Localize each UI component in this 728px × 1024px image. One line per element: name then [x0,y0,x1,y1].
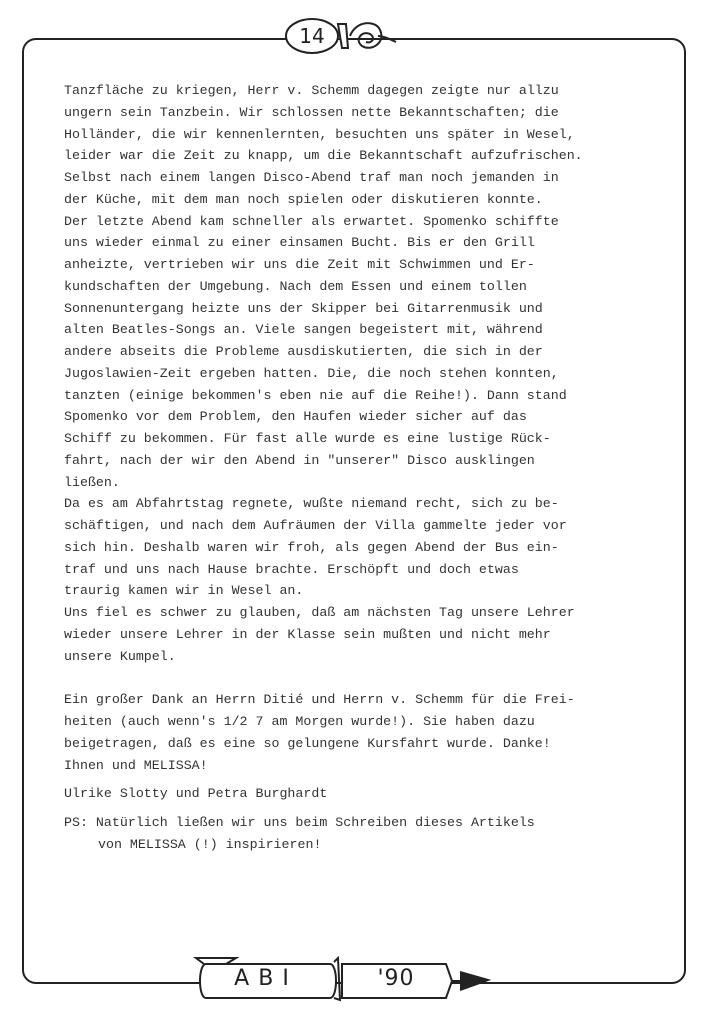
text-line: unsere Kumpel. [64,648,176,664]
article-text [64,80,664,856]
text-line: uns wieder einmal zu einer einsamen Bucht. Bis er den Grill [64,235,535,251]
article-paragraph-main [64,80,664,667]
text-line: anheizte, vertrieben wir uns die Zeit mit Schwimmen und Er- [64,257,535,272]
text-line: Der letzte Abend kam schneller als erwartet. Spomenko schiffte [64,213,559,229]
text-line: der Küche, mit dem man noch spielen oder diskutieren konnte. [64,191,543,207]
text-line: Schiff zu bekommen. Für fast alle wurde es eine lustige Rück- [64,431,551,446]
page-number: 14 [299,24,325,48]
paragraph-gap [64,805,664,812]
text-line: beigetragen, daß es eine so gelungene Kursfahrt wurde. Danke! [64,735,551,751]
text-line: Sonnenuntergang heizte uns der Skipper bei Gitarrenmusik und [64,300,543,316]
footer-year: '90 [377,966,415,991]
text-line: ungern sein Tanzbein. Wir schlossen nette Bekanntschaften; die [64,104,559,120]
text-line: Spomenko vor dem Problem, den Haufen wieder sicher auf das [64,409,527,425]
text-line: Holländer, die wir kennenlernten, besuchten uns später in Wesel, [64,126,575,142]
article-paragraph-thanks [64,689,664,776]
text-line: Selbst nach einem langen Disco-Abend traf man noch jemanden in [64,170,559,185]
text-line: fahrt, nach der wir den Abend in "unserer" Disco ausklingen [64,452,535,468]
text-line: alten Beatles-Songs an. Viele sangen begeistert mit, während [64,322,543,338]
text-line: PS: Natürlich ließen wir uns beim Schreiben dieses Artikels [64,815,535,830]
text-line: sich hin. Deshalb waren wir froh, als gegen Abend der Bus ein- [64,539,559,555]
text-line: von MELISSA (!) inspirieren! [98,836,322,852]
text-line: Jugoslawien-Zeit ergeben hatten. Die, die noch stehen konnten, [64,365,559,381]
text-line: tanzten (einige bekommen's eben nie auf die Reihe!). Dann stand [64,387,567,403]
postscript [64,812,664,856]
text-line: Tanzfläche zu kriegen, Herr v. Schemm dagegen zeigte nur allzu [64,83,559,98]
text-line: traf und uns nach Hause brachte. Erschöpft und doch etwas [64,561,519,577]
footer-abi-label: ABI [234,966,298,991]
text-line: Ihnen und MELISSA! [64,757,208,773]
author-signature: Ulrike Slotty und Petra Burghardt [64,786,328,802]
text-line: wieder unsere Lehrer in der Klasse sein mußten und nicht mehr [64,626,551,642]
paper-clip-icon [338,23,396,48]
text-line: Uns fiel es schwer zu glauben, daß am nächsten Tag unsere Lehrer [64,605,575,620]
text-line: schäftigen, und nach dem Aufräumen der Villa gammelte jeder vor [64,518,567,533]
paragraph-gap [64,667,664,689]
text-line: traurig kamen wir in Wesel an. [64,583,304,599]
text-line: heiten (auch wenn's 1/2 7 am Morgen wurde!). Sie haben dazu [64,714,535,729]
text-line: andere abseits die Probleme ausdiskutierten, die sich in der [64,344,543,359]
text-line: kundschaften der Umgebung. Nach dem Essen und einem tollen [64,278,527,294]
text-line: Ein großer Dank an Herrn Ditié und Herrn v. Schemm für die Frei- [64,692,575,708]
text-line: ließen. [64,474,120,490]
text-line: leider war die Zeit zu knapp, um die Bekanntschaft aufzufrischen. [64,148,583,164]
text-line: Da es am Abfahrtstag regnete, wußte niemand recht, sich zu be- [64,496,559,512]
paragraph-gap [64,776,664,783]
